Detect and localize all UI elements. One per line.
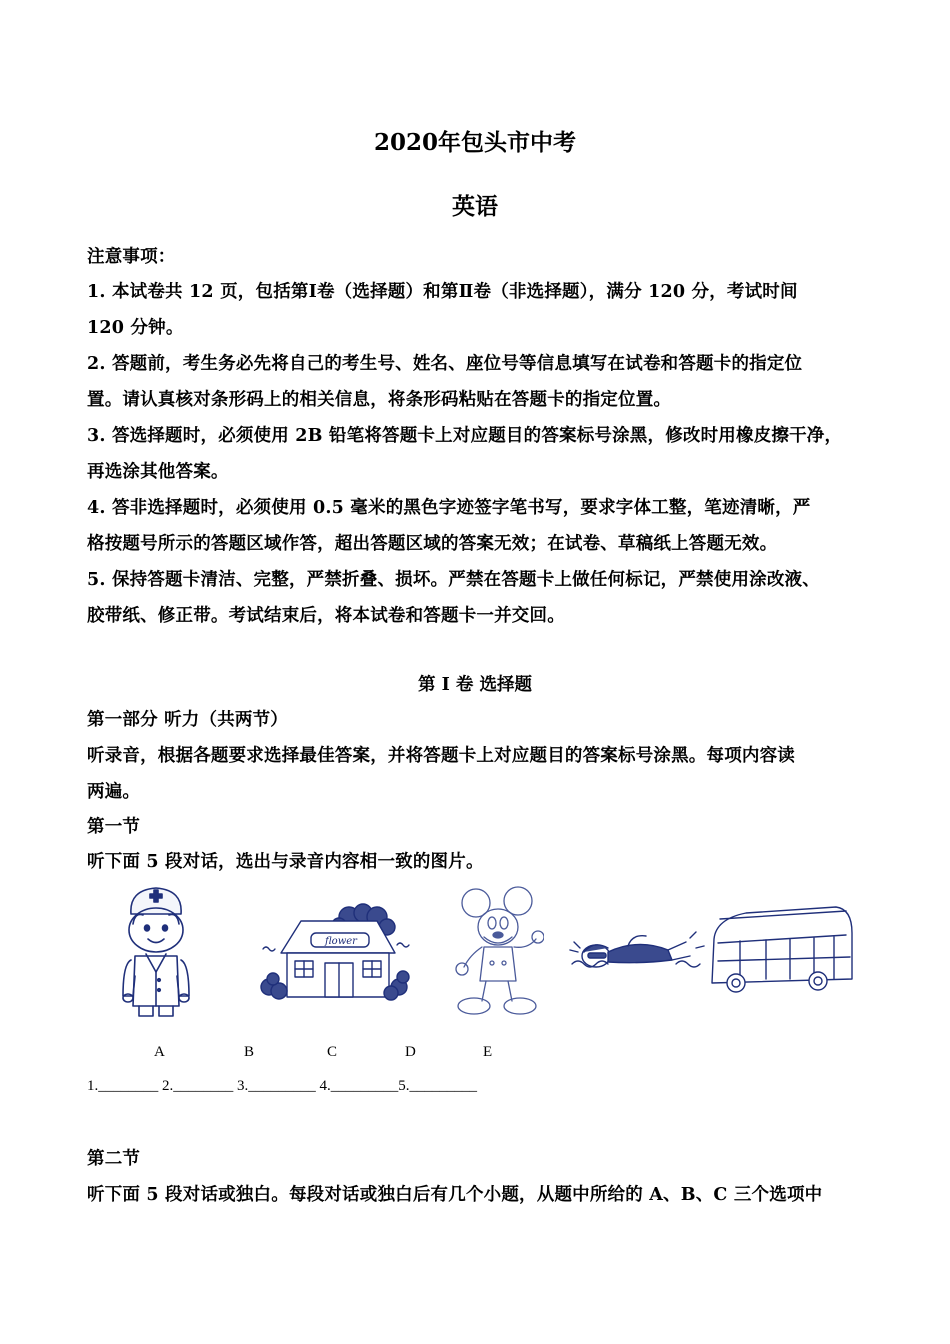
part-heading: 第一部分 听力（共两节） <box>87 710 288 730</box>
notice-line: 再选涂其他答案。 <box>87 462 229 482</box>
notice-line: 3. 答选择题时，必须使用 2B 铅笔将答题卡上对应题目的答案标号涂黑，修改时用橡皮擦干净， <box>87 426 843 446</box>
exam-title: 2020年包头市中考 <box>373 129 576 156</box>
doctor-picture <box>113 884 199 1019</box>
notice-line: 格按题号所示的答题区域作答，超出答题区域的答案无效；在试卷、草稿纸上答题无效。 <box>87 534 778 554</box>
exam-subject: 英语 <box>452 193 498 220</box>
picture-label-c: C <box>327 1044 338 1060</box>
shop-sign-text: flower <box>325 936 357 947</box>
notice-line: 1. 本试卷共 12 页，包括第Ⅰ卷（选择题）和第Ⅱ卷（非选择题），满分 120 分，考试时间 <box>87 282 798 302</box>
notice-line: 4. 答非选择题时，必须使用 0.5 毫米的黑色字迹签字笔书写，要求字体工整，笔迹清晰，严 <box>87 498 811 518</box>
subsection-heading: 第一节 <box>87 817 141 837</box>
bus-picture <box>706 903 856 998</box>
listening-instruction: 两遍。 <box>87 782 141 802</box>
listening-instruction: 听录音，根据各题要求选择最佳答案，并将答题卡上对应题目的答案标号涂黑。每项内容读 <box>87 746 795 766</box>
notice-line: 5. 保持答题卡清洁、完整，严禁折叠、损坏。严禁在答题卡上做任何标记，严禁使用涂改液、 <box>87 570 820 590</box>
subsection-instruction: 听下面 5 段对话，选出与录音内容相一致的图片。 <box>87 852 484 872</box>
subsection-instruction: 听下面 5 段对话或独白。每段对话或独白后有几个小题，从题中所给的 A、B、C 三个选项中 <box>87 1185 823 1205</box>
notice-line: 置。请认真核对条形码上的相关信息，将条形码粘贴在答题卡的指定位置。 <box>87 390 672 410</box>
flower-shop-picture <box>259 903 412 1003</box>
picture-label-e: E <box>483 1044 493 1060</box>
section-title: 第 I 卷 选择题 <box>418 675 532 695</box>
picture-label-d: D <box>405 1044 416 1060</box>
picture-label-b: B <box>244 1044 255 1060</box>
notice-line: 胶带纸、修正带。考试结束后，将本试卷和答题卡一并交回。 <box>87 606 565 626</box>
subsection-heading: 第二节 <box>87 1149 141 1169</box>
cartoon-mouse-picture <box>448 885 544 1020</box>
notice-line: 2. 答题前，考生务必先将自己的考生号、姓名、座位号等信息填写在试卷和答题卡的指定位 <box>87 354 803 374</box>
notice-heading: 注意事项： <box>87 247 176 267</box>
swimmer-picture <box>568 920 710 980</box>
picture-label-a: A <box>154 1044 165 1060</box>
notice-line: 120 分钟。 <box>87 318 184 338</box>
answer-blanks: 1.________ 2.________ 3._________ 4._________5._________ <box>87 1078 477 1094</box>
